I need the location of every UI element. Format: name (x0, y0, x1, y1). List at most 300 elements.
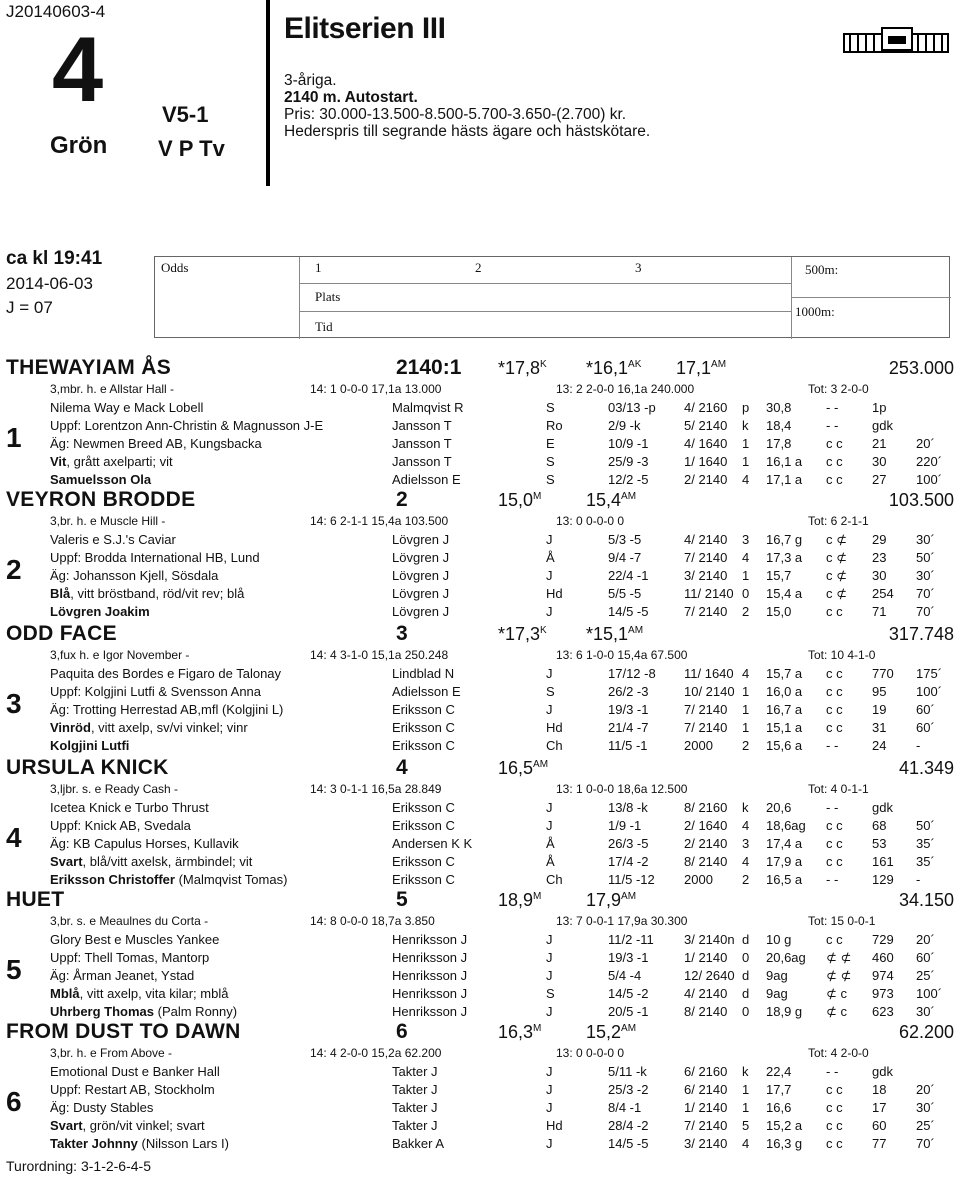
horse-entry (0, 622, 960, 754)
start-cell: 11/ 1640 (684, 666, 734, 681)
horse-info (50, 400, 203, 415)
start-cell: 1 (742, 702, 750, 717)
horse-info (50, 586, 244, 601)
start-cell: 4 (742, 818, 750, 833)
start-cell: 20,6 (766, 800, 792, 815)
start-cell: Lindblad N (392, 666, 455, 681)
start-cell: 1 (742, 1100, 750, 1115)
start-cell: 16,6 (766, 1100, 792, 1115)
start-cell: 2/9 -k (608, 418, 641, 433)
start-cell: S (546, 986, 555, 1001)
start-cell: 20,6ag (766, 950, 806, 965)
tid-label: Tid (315, 319, 333, 334)
horse-entry (0, 488, 960, 620)
info-bold: Uhrberg Thomas (50, 1004, 155, 1019)
earnings: 317.748 (888, 624, 954, 644)
horse-number: 5 (6, 954, 22, 985)
start-cell: 2 (742, 604, 750, 619)
start-cell: 0 (742, 1004, 750, 1019)
start-cell: S (546, 400, 555, 415)
start-cell: 60´ (916, 950, 935, 965)
info-text: , vitt bröstband, röd/vit rev; blå (70, 586, 245, 601)
start-cell: - (916, 872, 921, 887)
info-text: (Nilsson Lars I) (137, 1136, 229, 1151)
start-cell: 14/5 -5 (608, 1136, 649, 1151)
start-row (0, 702, 960, 720)
turn-order: Turordning: 3-1-2-6-4-5 (6, 1158, 151, 1174)
start-cell: 30´ (916, 568, 935, 583)
start-cell: c c (826, 836, 843, 851)
stat-item: 13: 2 2-0-0 16,1a 240.000 (556, 382, 695, 396)
horse-name: URSULA KNICK (6, 756, 169, 779)
start-cell: p (742, 400, 750, 415)
start-cell: 27 (872, 472, 887, 487)
start-cell: 1 (742, 454, 750, 469)
start-cell: Ch (546, 738, 563, 753)
game-type-2: V P Tv (158, 136, 225, 161)
stat-item: 13: 7 0-0-1 17,9a 30.300 (556, 914, 688, 928)
horse-info (50, 1136, 229, 1151)
start-cell: - - (826, 738, 839, 753)
stat-item: 13: 0 0-0-0 0 (556, 514, 625, 528)
info-bold: Kolgjini Lutfi (50, 738, 130, 753)
start-cell: Lövgren J (392, 550, 450, 565)
start-cell: S (546, 472, 555, 487)
odds-label: Odds (161, 260, 189, 275)
start-cell: 2 (742, 872, 750, 887)
info-text: Uppf: Kolgjini Lutfi & Svensson Anna (50, 684, 262, 699)
horse-name: FROM DUST TO DAWN (6, 1020, 241, 1043)
horse-info (50, 1064, 220, 1079)
stats-line (0, 1046, 960, 1062)
start-cell: 14/5 -2 (608, 986, 649, 1001)
start-cell: c c (826, 720, 843, 735)
stat-item: 13: 0 0-0-0 0 (556, 1046, 625, 1060)
start-row (0, 800, 960, 818)
info-text: Glory Best e Muscles Yankee (50, 932, 220, 947)
info-text: , vitt axelp, sv/vi vinkel; vinr (90, 720, 248, 735)
start-row (0, 854, 960, 872)
start-cell: 20´ (916, 932, 935, 947)
start-cell: 11/2 -11 (608, 932, 654, 947)
info-bold: Vit (50, 454, 67, 469)
race-number: 4 (52, 19, 102, 121)
race-id: J20140603-4 (6, 2, 106, 21)
start-cell: 30´ (916, 1004, 935, 1019)
start-cell: 31 (872, 720, 887, 735)
best-time: $*16,1^{AK}$ (586, 358, 642, 378)
start-cell: 23 (872, 550, 887, 565)
start-cell: 9/4 -7 (608, 550, 642, 565)
start-cell: Å (546, 854, 555, 869)
start-row (0, 454, 960, 472)
start-cell: 0 (742, 950, 750, 965)
info-text: , blå/vitt axelsk, ärmbindel; vit (82, 854, 253, 869)
start-row (0, 684, 960, 702)
start-cell: 10/9 -1 (608, 436, 649, 451)
start-cell: J (546, 666, 553, 681)
start-cell: 15,7 a (766, 666, 803, 681)
start-cell: 25/9 -3 (608, 454, 649, 469)
start-cell: 77 (872, 1136, 887, 1151)
info-text: Uppf: Knick AB, Svedala (50, 818, 191, 833)
horse-info (50, 738, 129, 753)
start-cell: 15,4 a (766, 586, 803, 601)
start-cell: 2000 (684, 738, 713, 753)
start-cell: Henriksson J (392, 1004, 468, 1019)
earnings: 62.200 (898, 1022, 954, 1042)
start-cell: - - (826, 1064, 839, 1079)
start-cell: 29 (872, 532, 887, 547)
col-3-label: 3 (635, 260, 642, 275)
start-cell: c c (826, 1100, 843, 1115)
start-cell: Adielsson E (392, 472, 461, 487)
start-cell: 1/ 2140 (684, 1100, 728, 1115)
earnings: 103.500 (888, 490, 954, 510)
info-bold: Blå (50, 586, 71, 601)
start-cell: 623 (872, 1004, 894, 1019)
plats-label: Plats (315, 289, 341, 304)
info-text: Nilema Way e Mack Lobell (50, 400, 204, 415)
start-row (0, 986, 960, 1004)
start-cell: 19/3 -1 (608, 702, 649, 717)
start-cell: c c (826, 684, 843, 699)
info-bold: Samuelsson Ola (50, 472, 152, 487)
stat-item: 13: 6 1-0-0 15,4a 67.500 (556, 648, 688, 662)
start-cell: Hd (546, 720, 563, 735)
start-time: ca kl 19:41 (6, 248, 103, 269)
info-text: Valeris e S.J.'s Caviar (50, 532, 176, 547)
start-cell: c c (826, 854, 843, 869)
start-cell: d (742, 932, 750, 947)
start-cell: c c (826, 666, 843, 681)
stat-item: 14: 3 0-1-1 16,5a 28.849 (310, 782, 442, 796)
stat-item: 3,br. h. e Muscle Hill - (50, 514, 166, 528)
horse-info (50, 1118, 205, 1133)
start-cell: 24 (872, 738, 887, 753)
start-row (0, 1082, 960, 1100)
start-cell: 18 (872, 1082, 887, 1097)
best-time: $15,0^M$ (498, 490, 542, 510)
start-cell: 11/5 -1 (608, 738, 648, 753)
stat-item: Tot: 3 2-0-0 (808, 382, 869, 396)
start-cell: 95 (872, 684, 887, 699)
start-cell: Andersen K K (392, 836, 473, 851)
start-row (0, 836, 960, 854)
post-position: 2140:1 (396, 356, 462, 379)
stat-item: 3,fux h. e Igor November - (50, 648, 190, 662)
start-cell: Eriksson C (392, 854, 455, 869)
info-bold: Svart (50, 1118, 83, 1133)
info-text: Uppf: Lorentzon Ann-Christin & Magnusson J-E (50, 418, 324, 433)
race-info-line: 3-åriga. (284, 72, 337, 89)
start-cell: 25/3 -2 (608, 1082, 649, 1097)
horse-entry (0, 888, 960, 1020)
start-row (0, 666, 960, 684)
start-row (0, 550, 960, 568)
best-time: $*17,3^K$ (498, 624, 547, 644)
stat-item: 13: 1 0-0-0 18,6a 12.500 (556, 782, 688, 796)
start-cell: 16,0 a (766, 684, 803, 699)
start-row (0, 738, 960, 756)
horse-info (50, 472, 151, 487)
start-cell: - (916, 738, 921, 753)
start-cell: c c (826, 436, 843, 451)
info-text: Paquita des Bordes e Figaro de Talonay (50, 666, 282, 681)
horse-name: HUET (6, 888, 65, 911)
header-divider (266, 0, 270, 186)
start-cell: ⊄ ⊄ (826, 968, 852, 983)
best-time: $17,1^{AM}$ (676, 358, 727, 378)
stat-item: 14: 6 2-1-1 15,4a 103.500 (310, 514, 449, 528)
start-cell: 5/4 -4 (608, 968, 642, 983)
race-date: 2014-06-03 (6, 274, 93, 293)
start-cell: 4 (742, 1136, 750, 1151)
start-cell: c c (826, 1118, 843, 1133)
earnings: 34.150 (898, 890, 954, 910)
start-cell: 4 (742, 666, 750, 681)
stat-item: Tot: 10 4-1-0 (808, 648, 876, 662)
stats-line (0, 648, 960, 664)
start-cell: c c (826, 1082, 843, 1097)
stat-item: 14: 8 0-0-0 18,7a 3.850 (310, 914, 435, 928)
start-row (0, 720, 960, 738)
horse-info (50, 968, 194, 983)
start-cell: c ⊄ (826, 532, 848, 547)
info-text: , vitt axelp, vita kilar; mblå (79, 986, 229, 1001)
start-cell: 22,4 (766, 1064, 792, 1079)
best-time: $16,5^{AM}$ (498, 758, 549, 778)
info-bold: Eriksson Christoffer (50, 872, 175, 887)
stat-item: Tot: 4 2-0-0 (808, 1046, 869, 1060)
start-cell: Jansson T (392, 454, 452, 469)
start-cell: 03/13 -p (608, 400, 656, 415)
start-cell: 15,7 (766, 568, 792, 583)
horse-number: 1 (6, 422, 22, 453)
post-position: 4 (396, 756, 408, 779)
horse-info (50, 854, 252, 869)
info-text: Äg: Johansson Kjell, Sösdala (50, 568, 219, 583)
best-time: $17,9^{AM}$ (586, 890, 637, 910)
info-text: Icetea Knick e Turbo Thrust (50, 800, 209, 815)
start-cell: 26/3 -5 (608, 836, 649, 851)
start-cell: 30 (872, 568, 887, 583)
start-cell: 22/4 -1 (608, 568, 649, 583)
start-cell: 19/3 -1 (608, 950, 649, 965)
start-cell: J (546, 1064, 553, 1079)
start-cell: Eriksson C (392, 702, 455, 717)
start-cell: 60´ (916, 702, 935, 717)
start-cell: c ⊄ (826, 586, 848, 601)
post-position: 3 (396, 622, 408, 645)
stat-item: 3,br. h. e From Above - (50, 1046, 173, 1060)
start-cell: 8/ 2140 (684, 854, 728, 869)
horse-info (50, 932, 219, 947)
start-cell: 770 (872, 666, 894, 681)
start-cell: 11/ 2140 (684, 586, 734, 601)
start-cell: 7/ 2140 (684, 702, 728, 717)
start-cell: Takter J (392, 1118, 438, 1133)
info-text: Uppf: Thell Tomas, Mantorp (50, 950, 210, 965)
start-cell: Eriksson C (392, 818, 455, 833)
start-cell: 4 (742, 472, 750, 487)
start-cell: 1 (742, 568, 750, 583)
start-cell: 3 (742, 836, 750, 851)
horse-number: 6 (6, 1086, 22, 1117)
start-cell: Henriksson J (392, 932, 468, 947)
stats-line (0, 782, 960, 798)
start-cell: 15,0 (766, 604, 792, 619)
start-cell: c c (826, 454, 843, 469)
info-text: Äg: Dusty Stables (50, 1100, 154, 1115)
start-cell: E (546, 436, 555, 451)
start-cell: 15,1 a (766, 720, 803, 735)
start-cell: 20´ (916, 1082, 935, 1097)
start-cell: 2/ 2140 (684, 472, 728, 487)
stat-item: 3,ljbr. s. e Ready Cash - (50, 782, 179, 796)
start-cell: J (546, 1100, 553, 1115)
horse-info (50, 684, 261, 699)
start-cell: ⊄ c (826, 1004, 848, 1019)
start-cell: 20´ (916, 436, 935, 451)
start-row (0, 1118, 960, 1136)
start-row (0, 418, 960, 436)
info-text: (Palm Ronny) (154, 1004, 238, 1019)
start-cell: 17,8 (766, 436, 792, 451)
m1000-label: 1000m: (795, 304, 835, 319)
start-cell: 4/ 2140 (684, 532, 728, 547)
start-cell: Eriksson C (392, 738, 455, 753)
stat-item: Tot: 15 0-0-1 (808, 914, 876, 928)
start-row (0, 1064, 960, 1082)
start-row (0, 604, 960, 622)
start-cell: c c (826, 932, 843, 947)
start-cell: 17,1 a (766, 472, 803, 487)
horse-info (50, 836, 239, 851)
info-bold: Mblå (50, 986, 80, 1001)
best-time: $15,4^{AM}$ (586, 490, 637, 510)
best-time: $*15,1^{AM}$ (586, 624, 644, 644)
start-cell: 4 (742, 854, 750, 869)
start-row (0, 932, 960, 950)
horse-info (50, 1082, 215, 1097)
race-color: Grön (50, 132, 108, 159)
start-cell: 3/ 2140 (684, 1136, 728, 1151)
start-row (0, 400, 960, 418)
info-text: Emotional Dust e Banker Hall (50, 1064, 220, 1079)
start-cell: 974 (872, 968, 894, 983)
horse-entry (0, 356, 960, 488)
start-cell: 100´ (916, 684, 943, 699)
post-position: 5 (396, 888, 408, 911)
start-cell: k (742, 800, 749, 815)
horse-info (50, 550, 260, 565)
horse-info (50, 800, 209, 815)
start-cell: Malmqvist R (392, 400, 464, 415)
start-cell: 18,6ag (766, 818, 806, 833)
start-cell: 8/ 2160 (684, 800, 728, 815)
info-text: Uppf: Brodda International HB, Lund (50, 550, 260, 565)
start-cell: 9ag (766, 968, 788, 983)
start-cell: 5/5 -5 (608, 586, 642, 601)
start-cell: 6/ 2140 (684, 1082, 728, 1097)
stats-line (0, 914, 960, 930)
best-time: $15,2^{AM}$ (586, 1022, 637, 1042)
info-text: (Malmqvist Tomas) (174, 872, 288, 887)
start-cell: Bakker A (392, 1136, 445, 1151)
start-cell: 14/5 -5 (608, 604, 649, 619)
start-cell: J (546, 968, 553, 983)
horse-entry (0, 1020, 960, 1152)
start-cell: J (546, 532, 553, 547)
start-cell: d (742, 986, 750, 1001)
horse-info (50, 436, 262, 451)
start-cell: 6/ 2160 (684, 1064, 728, 1079)
horse-name: VEYRON BRODDE (6, 488, 196, 511)
start-cell: c c (826, 1136, 843, 1151)
start-row (0, 436, 960, 454)
start-cell: J (546, 604, 553, 619)
stats-line (0, 382, 960, 398)
start-cell: c ⊄ (826, 568, 848, 583)
start-cell: 53 (872, 836, 887, 851)
horse-info (50, 986, 228, 1001)
start-cell: 30´ (916, 532, 935, 547)
start-row (0, 568, 960, 586)
start-cell: 30´ (916, 1100, 935, 1115)
start-cell: 17,4 a (766, 836, 803, 851)
start-cell: 161 (872, 854, 894, 869)
info-text: Äg: Newmen Breed AB, Kungsbacka (50, 436, 262, 451)
horse-info (50, 604, 150, 619)
start-cell: S (546, 684, 555, 699)
start-cell: 7/ 2140 (684, 720, 728, 735)
stat-item: 3,mbr. h. e Allstar Hall - (50, 382, 175, 396)
start-cell: 60 (872, 1118, 887, 1133)
start-cell: c ⊄ (826, 550, 848, 565)
info-bold: Svart (50, 854, 83, 869)
horse-number: 2 (6, 554, 22, 585)
horse-info (50, 418, 323, 433)
start-cell: S (546, 454, 555, 469)
start-cell: 1/ 1640 (684, 454, 728, 469)
stat-item: 14: 1 0-0-0 17,1a 13.000 (310, 382, 442, 396)
start-cell: 21 (872, 436, 887, 451)
start-cell: 68 (872, 818, 887, 833)
stat-item: Tot: 4 0-1-1 (808, 782, 869, 796)
start-cell: J (546, 1082, 553, 1097)
start-cell: 28/4 -2 (608, 1118, 649, 1133)
start-cell: 2/ 2140 (684, 836, 728, 851)
start-row (0, 968, 960, 986)
start-cell: 460 (872, 950, 894, 965)
start-cell: J (546, 1004, 553, 1019)
col-1-label: 1 (315, 260, 322, 275)
start-cell: 12/2 -5 (608, 472, 649, 487)
start-cell: 0 (742, 586, 750, 601)
start-cell: 26/2 -3 (608, 684, 649, 699)
start-cell: 973 (872, 986, 894, 1001)
start-cell: 16,1 a (766, 454, 803, 469)
stadium-logo-icon (842, 24, 950, 58)
horse-info (50, 1100, 153, 1115)
best-time: $*17,8^K$ (498, 358, 547, 378)
start-cell: 5/11 -k (608, 1064, 647, 1079)
race-info-line: Hederspris till segrande hästs ägare och hästskötare. (284, 123, 651, 140)
start-cell: 5 (742, 1118, 750, 1133)
start-cell: 2/ 1640 (684, 818, 728, 833)
start-cell: 7/ 2140 (684, 1118, 728, 1133)
